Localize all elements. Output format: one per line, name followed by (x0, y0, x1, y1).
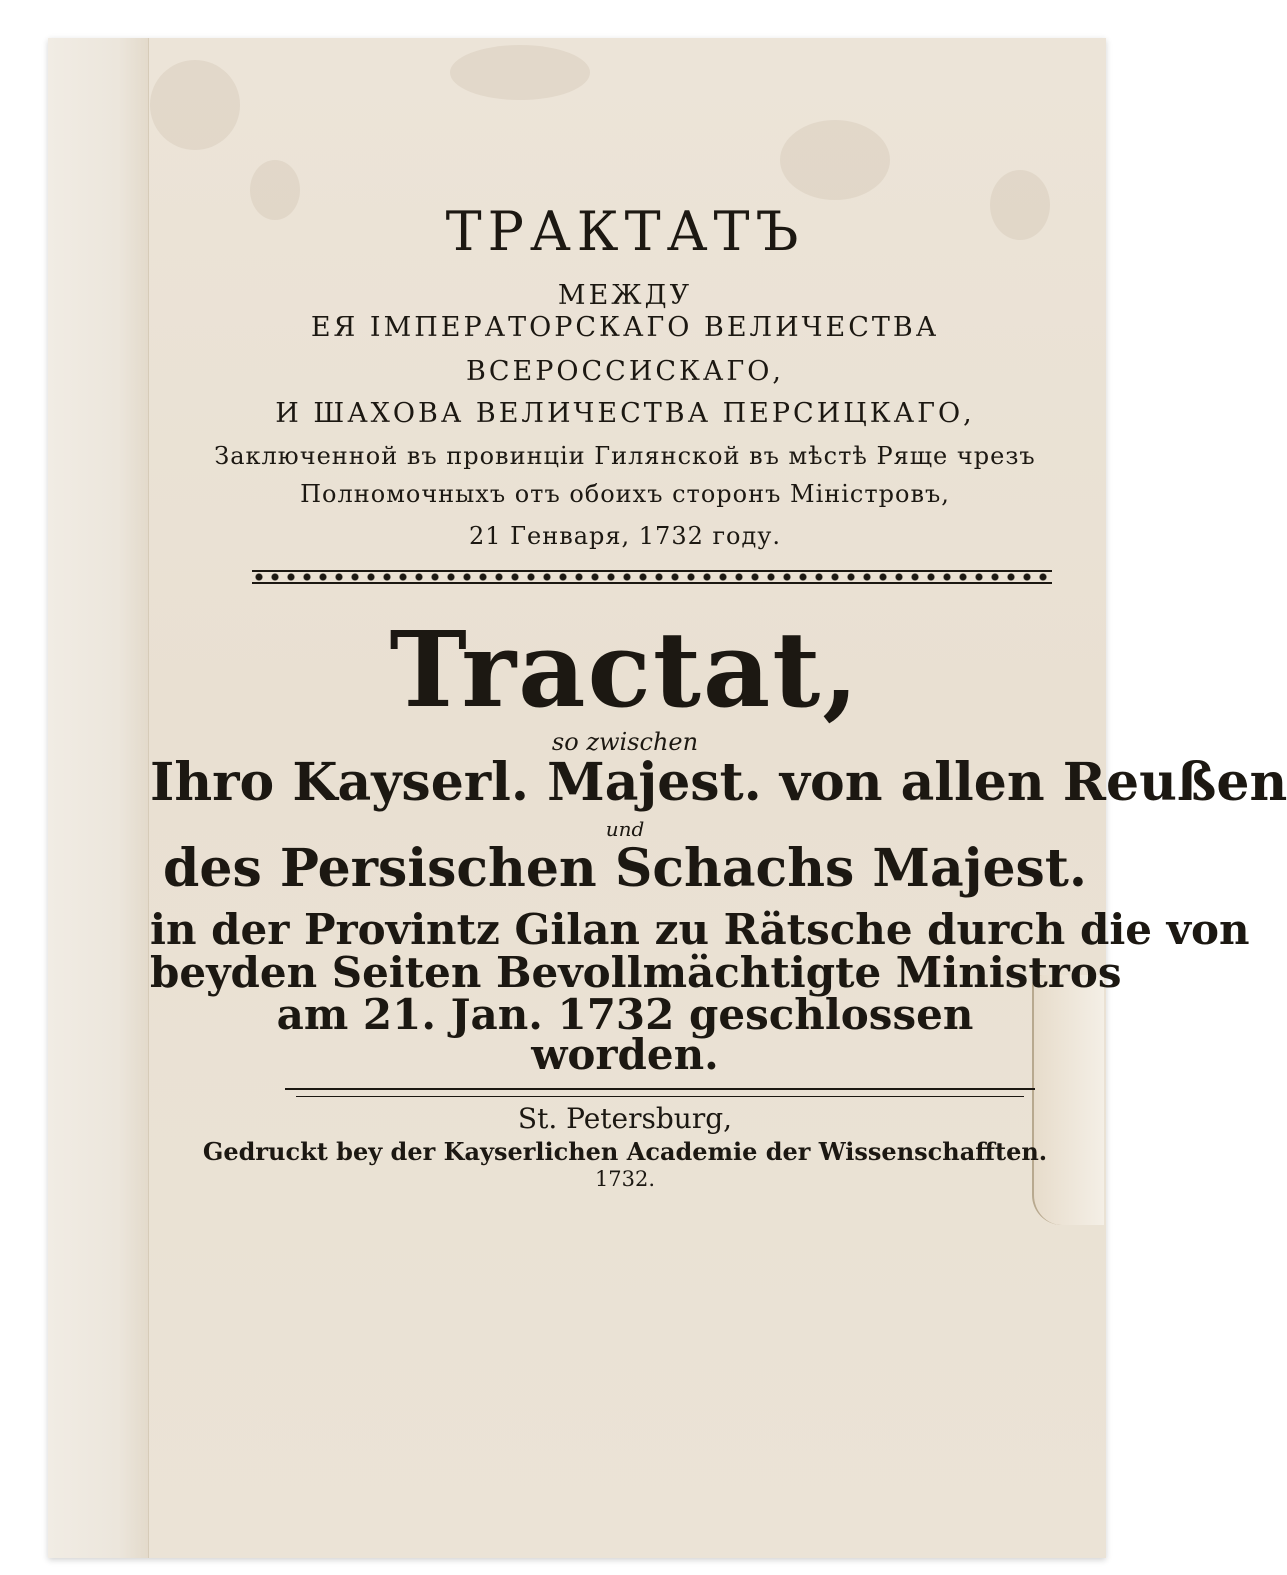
german-line: so zwischen (551, 728, 699, 756)
german-line: worden. (531, 1030, 719, 1079)
divider-rule (296, 1096, 1024, 1097)
german-line: und (605, 817, 645, 841)
paper-stain (450, 45, 590, 100)
russian-line: Полномочныхъ отъ обоихъ сторонъ Міністровъ, (300, 480, 950, 508)
german-line: Ihro Kayserl. Majest. von allen Reußen (150, 752, 1287, 813)
imprint-place: St. Petersburg, (517, 1102, 733, 1135)
german-title: Tractat, (389, 608, 861, 731)
russian-title: ТРАКТАТЪ (445, 200, 805, 263)
german-line: beyden Seiten Bevollmächtigte Ministros (150, 948, 1122, 997)
german-line: des Persischen Schachs Majest. (163, 838, 1087, 899)
imprint-year: 1732. (594, 1167, 656, 1191)
russian-line: ВСЕРОССИСКАГО, (466, 356, 784, 387)
russian-line: ЕЯ ІМПЕРАТОРСКАГО ВЕЛИЧЕСТВА (310, 312, 940, 343)
binding-strip (48, 38, 149, 1558)
paper-stain (780, 120, 890, 200)
imprint-printer: Gedruckt bey der Kayserlichen Academie der Wissenschafften. (202, 1137, 1048, 1166)
russian-line: МЕЖДУ (557, 280, 693, 311)
divider-rule (285, 1088, 1035, 1090)
russian-date-line: 21 Генваря, 1732 году. (468, 522, 782, 550)
ornamental-border (252, 567, 1052, 587)
russian-line: И ШАХОВА ВЕЛИЧЕСТВА ПЕРСИЦКАГО, (275, 398, 975, 429)
russian-line: Заключенной въ провинціи Гилянской въ мѣстѣ Ряще чрезъ (214, 442, 1036, 470)
paper-stain (150, 60, 240, 150)
german-line: am 21. Jan. 1732 geschlossen (276, 990, 974, 1039)
german-line: in der Provintz Gilan zu Rätsche durch die von (150, 905, 1250, 954)
